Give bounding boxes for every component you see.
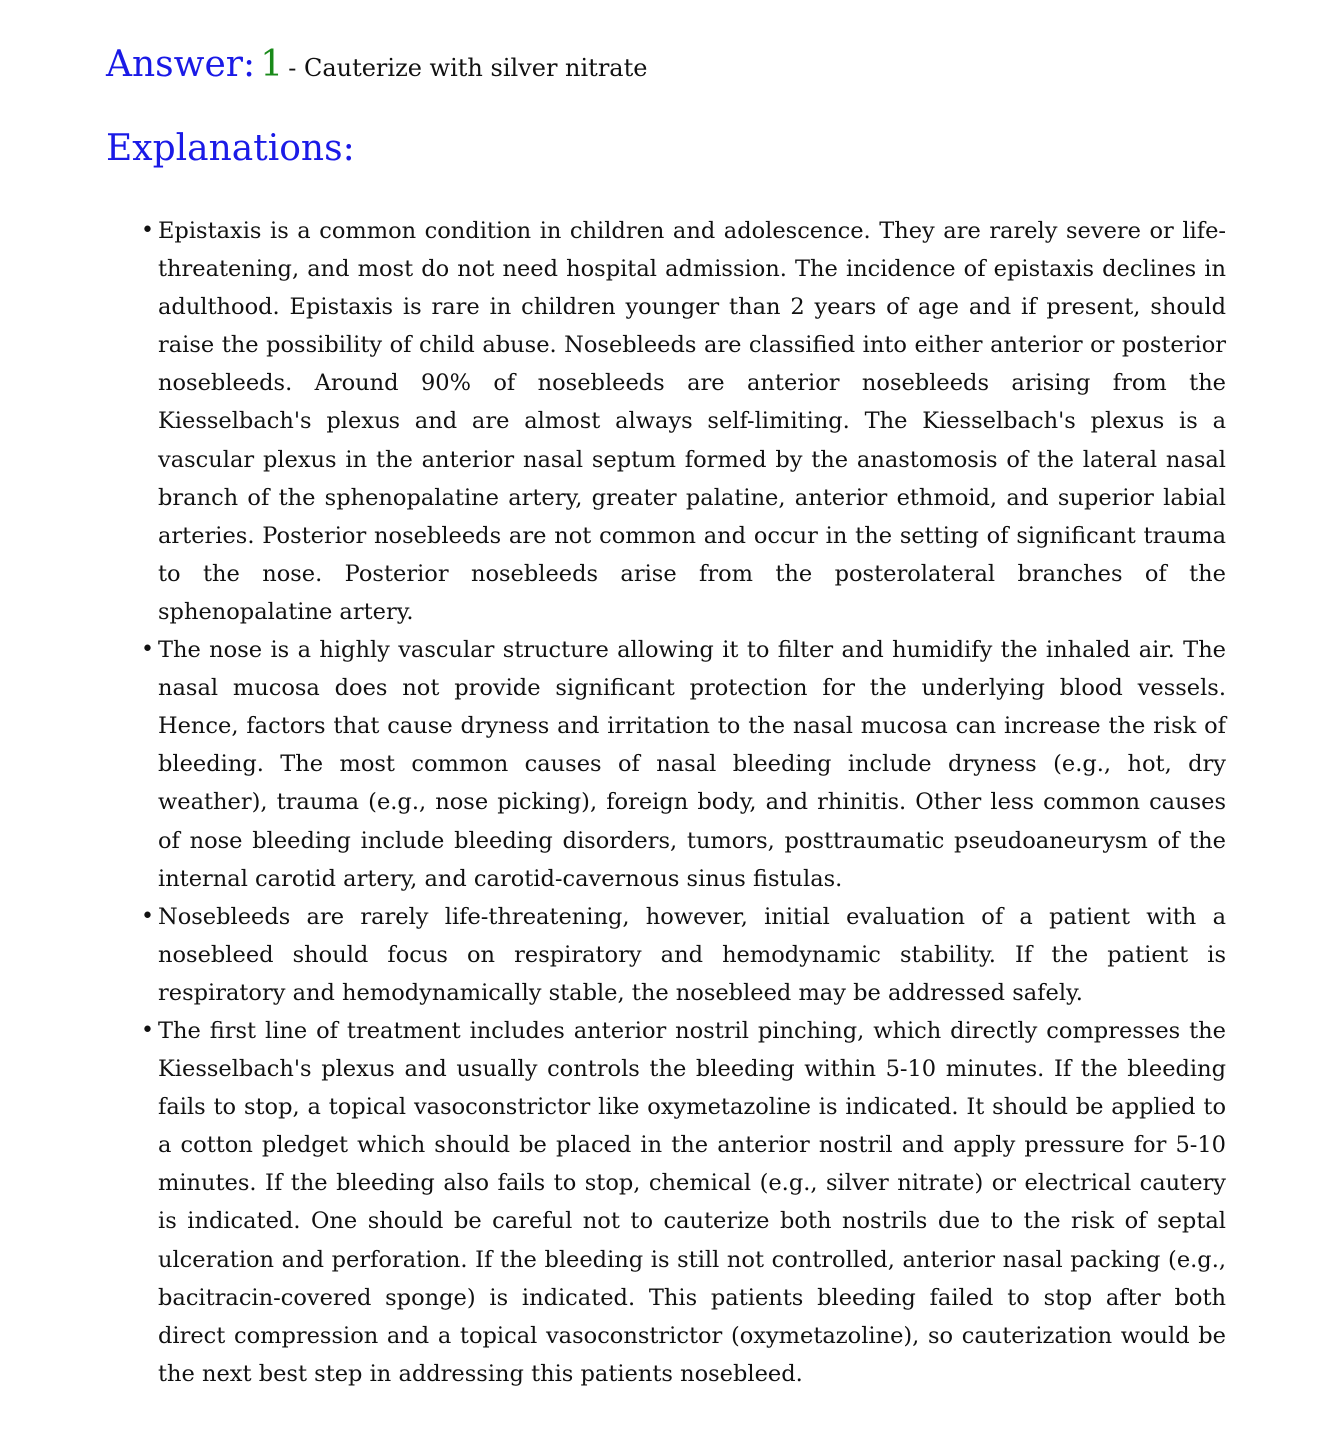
explanation-text: The nose is a highly vascular structure allowing it to filter and humidify the inhaled air. The nasal mucosa does not provide significant protection for the underlying blood vessels. Hence, factors that cause dryness and irritation to the nasal mucosa can increase the risk of bleeding. The most common causes of nasal bleeding include dryness (e.g., hot, dry weather), trauma (e.g., nose picking), foreign body, and rhinitis. Other less common causes of nose bleeding include bleeding disorders, tumors, posttraumatic pseudoaneurysm of the internal carotid artery, and carotid-cavernous sinus fistulas. (158, 637, 1226, 892)
explanation-text: The first line of treatment includes anterior nostril pinching, which directly compresses the Kiesselbach's plexus and usually controls the bleeding within 5-10 minutes. If the bleeding fails to stop, a topical vasoconstrictor like oxymetazoline is indicated. It should be applied to a cotton pledget which should be placed in the anterior nostril and apply pressure for 5-10 minutes. If the bleeding also fails to stop, chemical (e.g., silver nitrate) or electrical cautery is indicated. One should be careful not to cauterize both nostrils due to the risk of septal ulceration and perforation. If the bleeding is still not controlled, anterior nasal packing (e.g., bacitracin-covered sponge) is indicated. This patients bleeding failed to stop after both direct compression and a topical vasoconstrictor (oxymetazoline), so cauterization would be the next best step in addressing this patients nosebleed. (158, 1017, 1226, 1387)
answer-label: Answer: (106, 44, 256, 85)
explanation-item (140, 898, 1226, 1012)
explanation-text: Nosebleeds are rarely life-threatening, however, initial evaluation of a patient with a nosebleed should focus on respiratory and hemodynamic stability. If the patient is respiratory and hemodynamically stable, the nosebleed may be addressed safely. (158, 903, 1226, 1006)
bullet-icon: • (141, 903, 154, 929)
explanation-item (140, 631, 1226, 898)
bullet-icon: • (141, 1017, 154, 1043)
explanation-item (140, 212, 1226, 631)
explanation-text: Epistaxis is a common condition in children and adolescence. They are rarely severe or life-threatening, and most do not need hospital admission. The incidence of epistaxis declines in adulthood. Epistaxis is rare in children younger than 2 years of age and if present, should raise the possibility of child abuse. Nosebleeds are classified into either anterior or posterior nosebleeds. Around 90% of nosebleeds are anterior nosebleeds arising from the Kiesselbach's plexus and are almost always self-limiting. The Kiesselbach's plexus is a vascular plexus in the anterior nasal septum formed by the anastomosis of the lateral nasal branch of the sphenopalatine artery, greater palatine, anterior ethmoid, and superior labial arteries. Posterior nosebleeds are not common and occur in the setting of significant trauma to the nose. Posterior nosebleeds arise from the posterolateral branches of the sphenopalatine artery. (158, 218, 1226, 625)
explanations-heading: Explanations: (106, 128, 355, 169)
bullet-icon: • (141, 637, 154, 663)
answer-number: 1 (260, 44, 284, 85)
answer-line (106, 44, 647, 85)
answer-text: - Cauterize with silver nitrate (288, 54, 648, 82)
explanation-item (140, 1012, 1226, 1393)
explanations-list (140, 212, 1226, 1393)
bullet-icon: • (141, 218, 154, 243)
